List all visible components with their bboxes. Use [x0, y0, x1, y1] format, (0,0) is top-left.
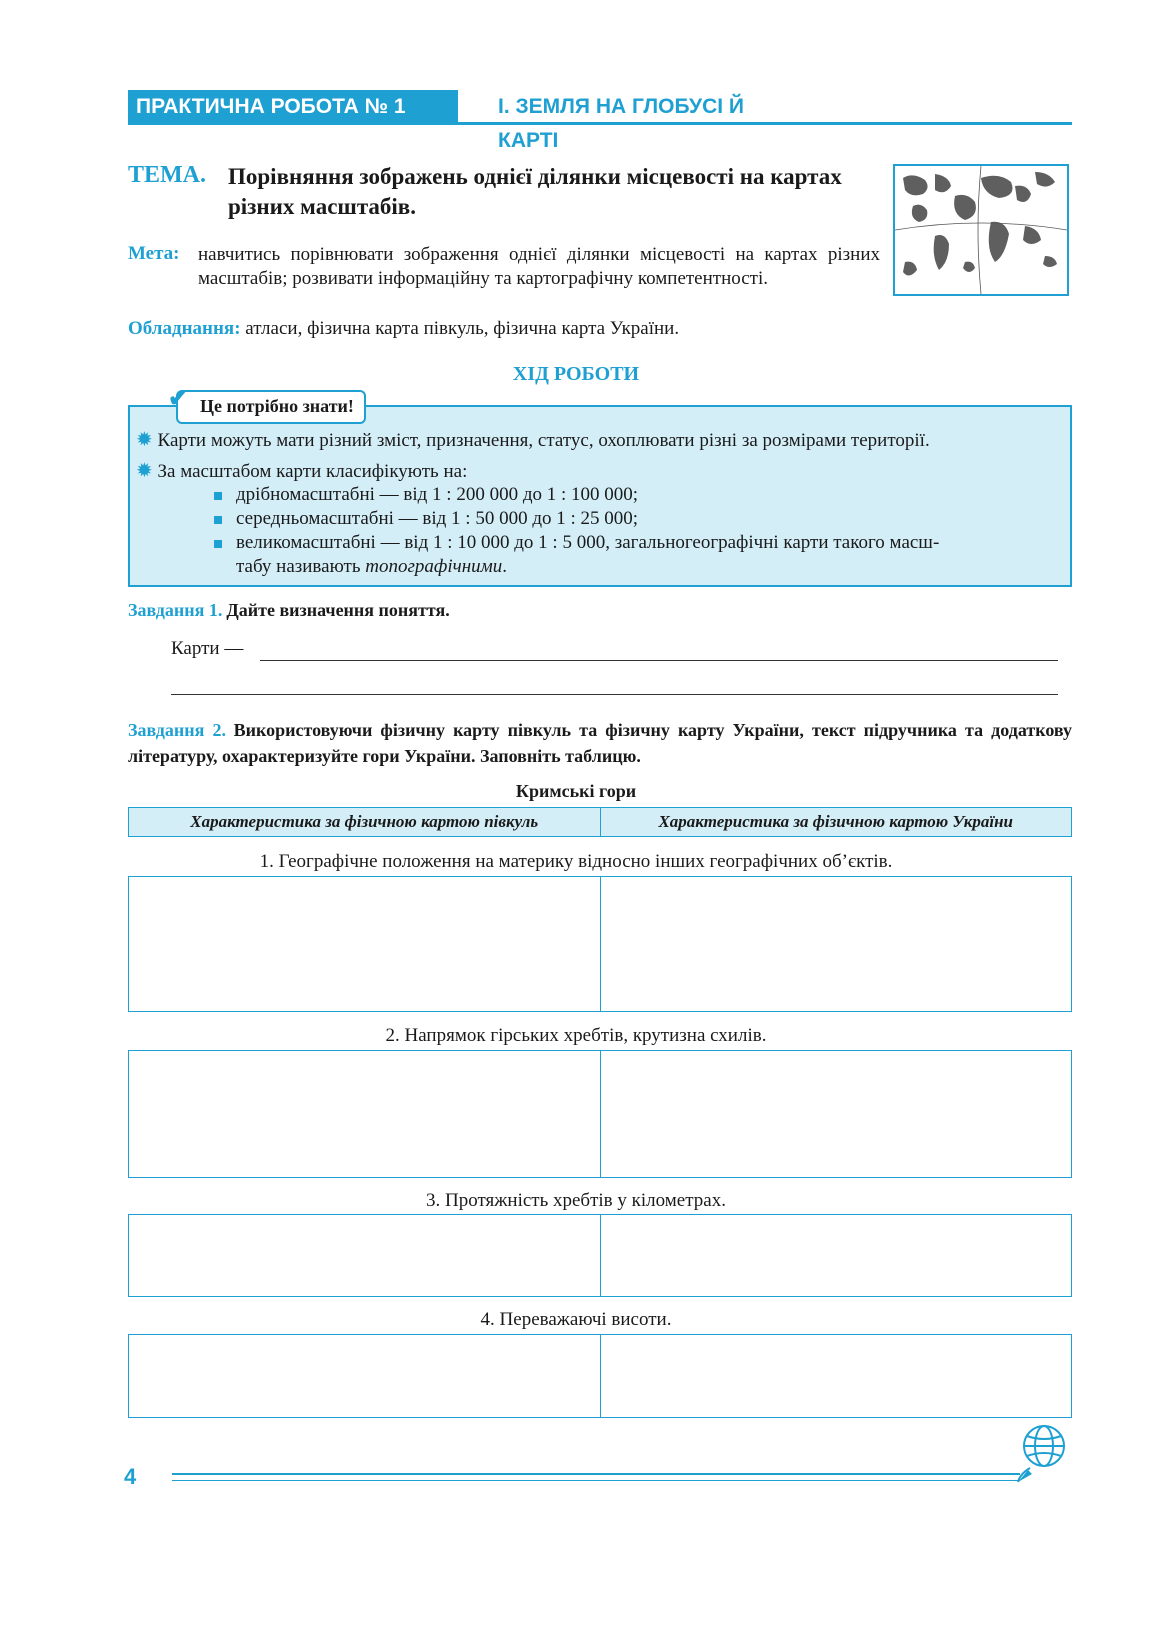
square-bullet-icon	[214, 492, 222, 500]
row-caption-3: 3. Протяжність хребтів у кілометрах.	[426, 1190, 726, 1211]
footer-rule	[172, 1473, 1020, 1475]
info-sub-3-end: .	[502, 556, 508, 577]
term-label: Карти —	[171, 638, 244, 659]
info-sub-1	[214, 483, 1054, 507]
globe-icon	[1014, 1422, 1070, 1489]
answer-cell-ukraine[interactable]	[601, 1335, 1072, 1417]
term-maps	[171, 638, 243, 660]
info-bullet-1	[136, 428, 1066, 453]
task-1	[128, 600, 450, 621]
square-bullet-icon	[214, 540, 222, 548]
answer-cell-hemispheres[interactable]	[129, 1335, 601, 1417]
table-row	[128, 1334, 1072, 1418]
task-1-label: Завдання 1.	[128, 600, 223, 620]
page-number: 4	[124, 1464, 137, 1489]
star-bullet-icon: ✹	[136, 429, 153, 451]
checkmark-icon: ✔	[168, 386, 189, 412]
table-row	[128, 876, 1072, 1012]
equipment-label: Обладнання:	[128, 318, 241, 339]
info-sub-2	[214, 507, 1054, 531]
table-col-ukraine: Характеристика за фізичною картою України	[658, 812, 1014, 831]
theme-text: Порівняння зображень однієї ділянки місцевості на картах різних масштабів.	[228, 164, 842, 219]
answer-line-2[interactable]	[171, 694, 1058, 695]
answer-cell-hemispheres[interactable]	[129, 877, 601, 1011]
info-sub-3-italic: топографічними	[365, 556, 503, 577]
answer-cell-ukraine[interactable]	[601, 1051, 1072, 1177]
info-bullet-2-text: За масштабом карти класифікують на:	[157, 461, 468, 482]
answer-line-1[interactable]	[260, 660, 1058, 661]
table-col-hemispheres: Характеристика за фізичною картою півкуль	[129, 808, 601, 836]
footer-rule-thin	[172, 1480, 1020, 1481]
info-box-tab: Це потрібно знати!	[176, 390, 366, 424]
answer-cell-hemispheres[interactable]	[129, 1215, 601, 1296]
section-title: I. ЗЕМЛЯ НА ГЛОБУСІ Й КАРТІ	[498, 95, 745, 152]
task-1-text: Дайте визначення поняття.	[226, 600, 450, 620]
task-2	[128, 718, 1072, 770]
info-sub-3-cont-text: табу називають	[236, 556, 361, 577]
answer-cell-ukraine[interactable]	[601, 877, 1072, 1011]
info-bullet-1-text: Карти можуть мати різний зміст, призначення, статус, охоплювати різні за розмірами території.	[157, 430, 930, 451]
row-caption-4: 4. Переважаючі висоти.	[480, 1309, 672, 1330]
task-2-label: Завдання 2.	[128, 720, 226, 740]
info-bullet-2	[136, 459, 1066, 484]
table-header	[128, 807, 1072, 837]
answer-cell-hemispheres[interactable]	[129, 1051, 601, 1177]
equipment	[128, 318, 679, 340]
task-2-text: Використовуючи фізичну карту півкуль та фізичну карту України, текст підручника та додаткову літературу, охарактеризуйте гори України. Заповніть таблицю.	[128, 720, 1073, 766]
table-row	[128, 1050, 1072, 1178]
table-row	[128, 1214, 1072, 1297]
row-caption-2: 2. Напрямок гірських хребтів, крутизна схилів.	[385, 1025, 767, 1046]
info-sub-3-cont	[236, 555, 1056, 579]
world-map-illustration	[893, 164, 1069, 296]
row-caption-1: 1. Географічне положення на материку відносно інших географічних об’єктів.	[259, 851, 893, 872]
star-bullet-icon: ✹	[136, 460, 153, 482]
header-rule	[128, 122, 1072, 125]
info-sub-2-text: середньомасштабні — від 1 : 50 000 до 1 : 25 000;	[236, 508, 639, 529]
goal-label: Мета:	[128, 243, 180, 264]
square-bullet-icon	[214, 516, 222, 524]
table-title: Кримські гори	[515, 781, 637, 801]
theme-label: ТЕМА.	[128, 162, 206, 188]
equipment-text: атласи, фізична карта півкуль, фізична карта України.	[245, 318, 680, 339]
goal-text: навчитись порівнювати зображення однієї ділянки місцевості на картах різних масштабів; розвивати інформаційну та картографічну компетентності.	[198, 244, 880, 289]
info-sub-3-text: великомасштабні — від 1 : 10 000 до 1 : 5 000, загальногеографічні карти такого масш-	[236, 532, 940, 553]
practical-work-title: ПРАКТИЧНА РОБОТА № 1	[128, 90, 458, 124]
progress-title: ХІД РОБОТИ	[512, 363, 640, 385]
answer-cell-ukraine[interactable]	[601, 1215, 1072, 1296]
info-sub-3	[214, 531, 1064, 555]
info-sub-1-text: дрібномасштабні — від 1 : 200 000 до 1 : 100 000;	[236, 484, 639, 505]
